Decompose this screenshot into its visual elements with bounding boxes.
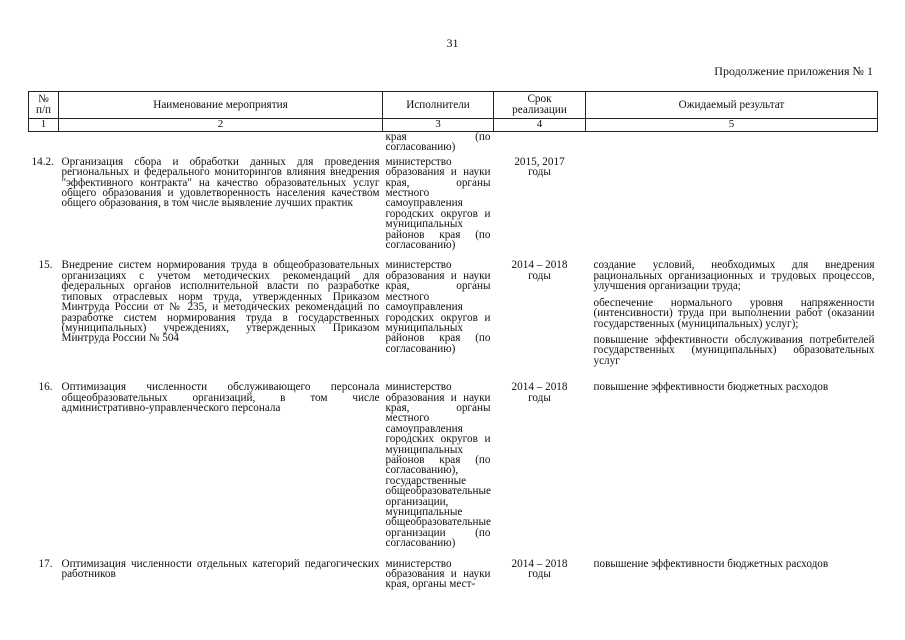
row-executors: министерство образования и науки края, органы местного самоуправления городских округов и муниципальных районов края (по согласованию) — [385, 155, 491, 252]
row-measure-name: Организация сбора и обработки данных для проведения региональных и федерального мониторингов влияния внедрения "эффективного контракта" на качество образовательных услуг общего образования и удовлетворенность населения качеством общего образования, в том числе выявление лучших практик — [61, 155, 380, 210]
header-num: № п/п — [29, 92, 59, 119]
column-number-row — [29, 119, 878, 132]
table-row — [29, 559, 878, 600]
row-term: 2014 – 2018 годы — [511, 557, 568, 581]
row-executors: министерство образования и науки края, органы местного самоуправления городских округов и муниципальных районов края (по согласованию), государственные общеобразовательные организации, муниципальные общеобразовательные организации (по согласованию) — [385, 381, 491, 550]
row-results — [586, 260, 878, 382]
table-row-continued — [29, 132, 878, 157]
header-term: Срок реализации — [494, 92, 586, 119]
row-executors: министерство образования и науки края, органы местного самоуправления городских округов и муниципальных районов края (по согласованию) — [385, 259, 491, 355]
header-executors: Исполнители — [383, 92, 494, 119]
row-executors: министерство образования и науки края, органы мест- — [385, 557, 491, 591]
row-term: 2015, 2017 годы — [514, 155, 565, 179]
column-number: 1 — [29, 119, 59, 132]
table-header-row — [29, 92, 878, 119]
header-result: Ожидаемый результат — [586, 92, 878, 119]
page-number: 31 — [446, 36, 459, 50]
row-number: 17. — [38, 557, 53, 570]
row-result-item: обеспечение нормального уровня напряженности (интенсивности) труда при выполнении работ (оказании государственных (муниципальных) услуг); — [593, 296, 875, 330]
row-result-item: повышение эффективности бюджетных расходов — [593, 381, 829, 394]
measures-table — [28, 91, 878, 600]
row-result-item: повышение эффективности бюджетных расходов — [593, 557, 829, 570]
row-result-item: создание условий, необходимых для внедрения рациональных организационных и трудовых процессов, улучшения организации труда; — [593, 259, 875, 293]
row-term: 2014 – 2018 годы — [511, 381, 568, 404]
appendix-continuation-label: Продолжение приложения № 1 — [714, 64, 873, 78]
column-number: 3 — [383, 119, 494, 132]
table-row — [29, 382, 878, 559]
column-number: 4 — [494, 119, 586, 132]
table-row — [29, 157, 878, 261]
row-measure-name: Оптимизация численности обслуживающего персонала общеобразовательных организаций, в том числе административно-управленческого персонала — [61, 381, 380, 414]
row-measure-name: Внедрение систем нормирования труда в общеобразовательных организациях с учетом методических рекомендаций для федеральных органов исполнительной власти по разработке типовых отраслевых норм труда, утвержденных Приказом Минтруда России от № 235, и методических рекомендаций по разработке систем нормирования труда в государственных (муниципальных) учреждениях, утвержденных Приказом Минтруда России № 504 — [61, 259, 380, 345]
row-term: 2014 – 2018 годы — [511, 259, 568, 282]
row-results — [586, 157, 878, 261]
row-number: 14.2. — [31, 155, 54, 168]
table-row — [29, 260, 878, 382]
row-measure-name: Оптимизация численности отдельных категорий педагогических работников — [61, 557, 380, 581]
column-number: 2 — [59, 119, 383, 132]
row-executors: края (по согласованию) — [385, 131, 491, 154]
header-name: Наименование мероприятия — [59, 92, 383, 119]
column-number: 5 — [586, 119, 878, 132]
row-number: 15. — [38, 259, 53, 272]
row-results — [586, 559, 878, 600]
row-result-item: повышение эффективности обслуживания потребителей государственных (муниципальных) образовательных услуг — [593, 333, 875, 367]
row-results — [586, 382, 878, 559]
row-number: 16. — [38, 381, 53, 394]
